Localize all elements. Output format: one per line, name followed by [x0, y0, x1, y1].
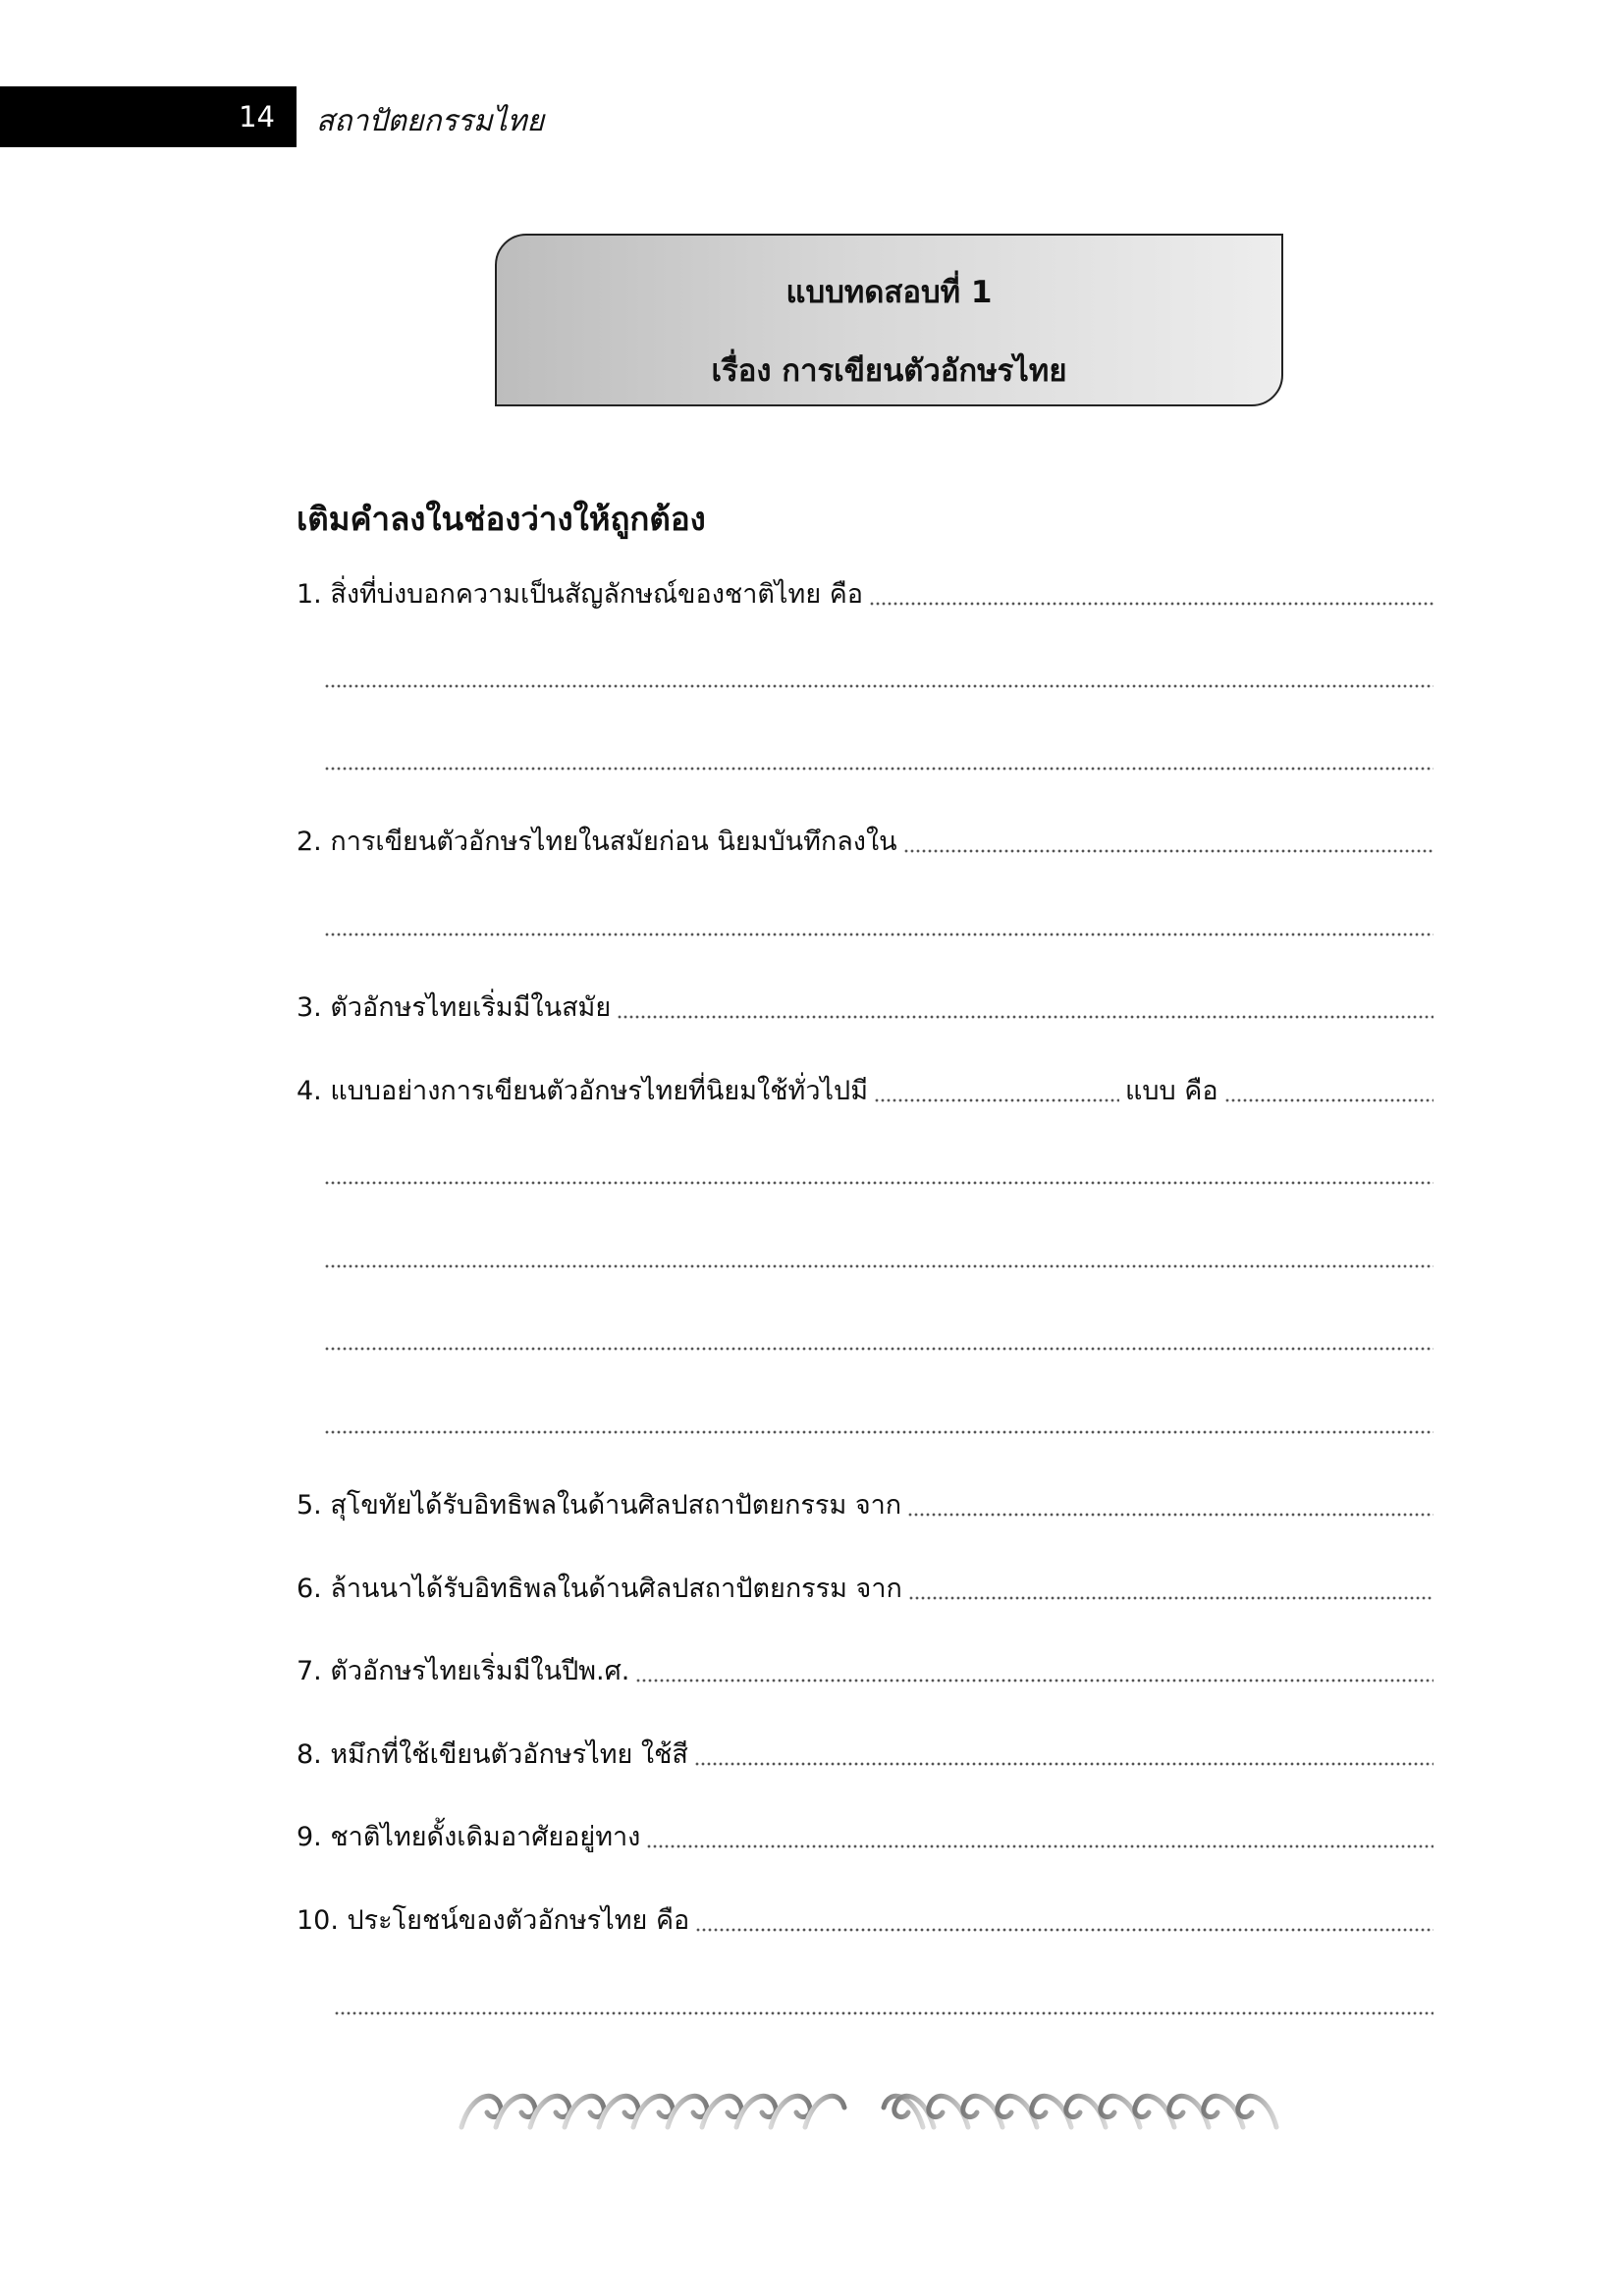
question-6: [297, 1570, 1434, 1609]
question-7-text: 7. ตัวอักษรไทยเริ่มมีในปีพ.ศ.: [297, 1656, 630, 1686]
answer-blank[interactable]: [869, 600, 1434, 608]
page-number: 14: [239, 100, 275, 133]
answer-blank[interactable]: [324, 765, 1434, 773]
instruction-heading: เติมคำลงในช่องว่างให้ถูกต้อง: [297, 500, 706, 538]
answer-blank[interactable]: [635, 1677, 1434, 1684]
answer-blank[interactable]: [907, 1511, 1434, 1519]
question-9-text: 9. ชาติไทยดั้งเดิมอาศัยอยู่ทาง: [297, 1822, 641, 1852]
running-title: สถาปัตยกรรมไทย: [316, 104, 545, 138]
question-10-text: 10. ประโยชน์ของตัวอักษรไทย คือ: [297, 1905, 690, 1936]
question-1-text: 1. สิ่งที่บ่งบอกความเป็นสัญลักษณ์ของชาติไทย คือ: [297, 579, 863, 610]
page-header: [0, 86, 687, 147]
answer-blank-count[interactable]: [874, 1096, 1119, 1104]
question-7: [297, 1652, 1434, 1691]
answer-line: [324, 658, 1434, 697]
question-1: [297, 575, 1434, 614]
answer-blank[interactable]: [324, 1179, 1434, 1187]
answer-blank[interactable]: [1224, 1096, 1434, 1104]
answer-blank[interactable]: [324, 931, 1434, 938]
question-8-text: 8. หมึกที่ใช้เขียนตัวอักษรไทย ใช้สี: [297, 1739, 688, 1770]
question-2-text: 2. การเขียนตัวอักษรไทยในสมัยก่อน นิยมบันทึกลงใน: [297, 827, 897, 857]
test-title-box: [495, 234, 1283, 406]
answer-blank[interactable]: [903, 847, 1434, 855]
answer-blank[interactable]: [324, 682, 1434, 690]
answer-line: [324, 740, 1434, 779]
answer-line: [324, 906, 1434, 945]
answer-blank[interactable]: [646, 1842, 1434, 1850]
answer-blank[interactable]: [324, 1428, 1434, 1436]
question-4-middle-text: แบบ คือ: [1125, 1076, 1218, 1106]
page-number-box: [0, 86, 297, 147]
answer-blank[interactable]: [695, 1926, 1434, 1934]
answer-blank[interactable]: [334, 2009, 1434, 2017]
answer-line: [324, 1404, 1434, 1443]
answer-line: [324, 1320, 1434, 1360]
question-5: [297, 1486, 1434, 1525]
answer-blank[interactable]: [908, 1594, 1434, 1602]
decorative-ornament-icon: [452, 2073, 1286, 2142]
answer-blank[interactable]: [694, 1760, 1434, 1768]
question-5-text: 5. สุโขทัยได้รับอิทธิพลในด้านศิลปสถาปัตยกรรม จาก: [297, 1490, 902, 1521]
question-10: [297, 1901, 1434, 1941]
answer-line: [324, 1154, 1434, 1194]
test-title: แบบทดสอบที่ 1: [785, 275, 993, 310]
question-4-text: 4. แบบอย่างการเขียนตัวอักษรไทยที่นิยมใช้ทั่วไปมี: [297, 1076, 868, 1106]
answer-blank[interactable]: [324, 1345, 1434, 1353]
answer-blank[interactable]: [324, 1262, 1434, 1270]
question-3-text: 3. ตัวอักษรไทยเริ่มมีในสมัย: [297, 992, 612, 1023]
test-subtitle: เรื่อง การเขียนตัวอักษรไทย: [711, 353, 1067, 389]
answer-blank[interactable]: [617, 1013, 1434, 1021]
question-2: [297, 823, 1434, 862]
question-4: [297, 1072, 1434, 1111]
question-3: [297, 988, 1434, 1028]
answer-line: [334, 1985, 1434, 2024]
answer-line: [324, 1238, 1434, 1277]
question-6-text: 6. ล้านนาได้รับอิทธิพลในด้านศิลปสถาปัตยกรรม จาก: [297, 1574, 902, 1604]
question-8: [297, 1735, 1434, 1775]
question-9: [297, 1818, 1434, 1857]
